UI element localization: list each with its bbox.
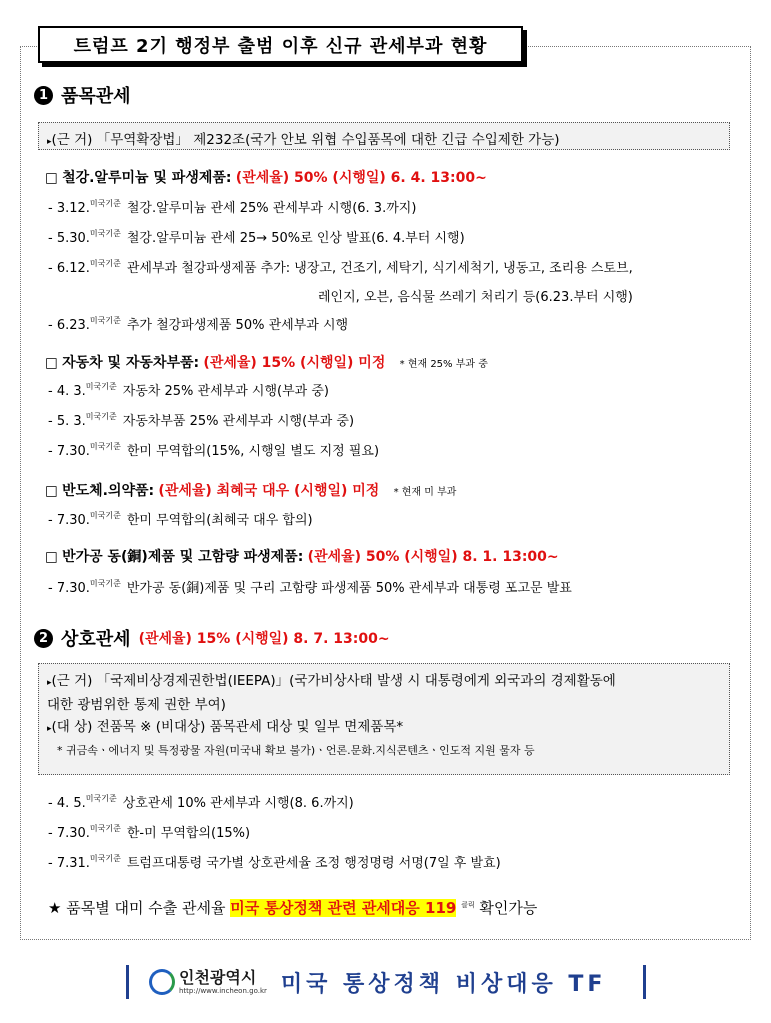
incheon-logo bbox=[149, 969, 267, 995]
list-item: - 7.30.$^{미국기준}$ 한미 무역합의(최혜국 대우 합의) bbox=[48, 511, 313, 528]
footer bbox=[126, 964, 646, 1000]
category-note: * 현재 25% 부과 중 bbox=[399, 359, 488, 370]
number-2-icon: 2 bbox=[34, 629, 53, 648]
section2-rate: (관세율) 15% (시행일) 8. 7. 13:00~ bbox=[138, 631, 390, 647]
section1-heading bbox=[34, 82, 131, 108]
page-title: 트럼프 2기 행정부 출범 이후 신규 관세부과 현황 bbox=[38, 26, 523, 63]
section2-basis-box bbox=[38, 663, 730, 775]
category-copper bbox=[45, 546, 559, 566]
section1-basis: (근 거) 「무역확장법」 제232조(국가 안보 위협 수입품목에 대한 긴급 수입제한 가능) bbox=[51, 132, 560, 148]
list-item: - 6.23.$^{미국기준}$ 추가 철강파생제품 50% 관세부과 시행 bbox=[48, 316, 349, 333]
category-semiconductor bbox=[45, 480, 456, 500]
section2-basis-cont: 대한 광범위한 통제 권한 부여) bbox=[47, 697, 226, 713]
category-name: 철강.알루미늄 및 파생제품: bbox=[62, 170, 232, 186]
category-auto bbox=[45, 352, 488, 372]
list-item: - 3.12.$^{미국기준}$ 철강.알루미늄 관세 25% 관세부과 시행(6. 3.까지) bbox=[48, 199, 417, 216]
triangle-bullet-icon: ▸ bbox=[47, 137, 52, 147]
section2-heading bbox=[34, 625, 390, 651]
list-item: - 5. 3.$^{미국기준}$ 자동차부품 25% 관세부과 시행(부과 중) bbox=[48, 412, 355, 429]
closing-suffix: 확인가능 bbox=[479, 899, 538, 917]
category-rate: (관세율) 15% (시행일) 미정 bbox=[203, 355, 386, 371]
click-note: 클릭 bbox=[461, 901, 475, 909]
category-name: 반가공 동(銅)제품 및 고함량 파생제품: bbox=[62, 549, 304, 565]
tf-name: 미국 통상정책 비상대응 TF bbox=[280, 971, 607, 997]
checkbox-icon: □ bbox=[45, 549, 58, 565]
star-icon: ★ bbox=[48, 899, 62, 917]
triangle-bullet-icon: ▸ bbox=[47, 678, 52, 688]
number-1-icon: 1 bbox=[34, 86, 53, 105]
category-rate: (관세율) 50% (시행일) 6. 4. 13:00~ bbox=[235, 170, 487, 186]
section2-target: (대 상) 전품목 ※ (비대상) 품목관세 대상 및 일부 면제품목* bbox=[51, 719, 404, 735]
footer-left-bar bbox=[126, 965, 129, 999]
closing-prefix: 품목별 대미 수출 관세율 bbox=[66, 899, 226, 917]
category-rate: (관세율) 최혜국 대우 (시행일) 미정 bbox=[158, 483, 380, 499]
footer-right-bar bbox=[643, 965, 646, 999]
section1-title: 품목관세 bbox=[61, 86, 131, 107]
list-item: - 6.12.$^{미국기준}$ 관세부과 철강파생제품 추가: 냉장고, 건조기, 세탁기, 식기세척기, 냉동고, 조리용 스토브, bbox=[48, 259, 633, 276]
checkbox-icon: □ bbox=[45, 355, 58, 371]
list-item: - 7.30.$^{미국기준}$ 한-미 무역합의(15%) bbox=[48, 824, 251, 841]
checkbox-icon: □ bbox=[45, 170, 58, 186]
list-item: - 7.30.$^{미국기준}$ 반가공 동(銅)제품 및 구리 고함량 파생제품 50% 관세부과 대통령 포고문 발표 bbox=[48, 579, 572, 596]
list-item: - 4. 3.$^{미국기준}$ 자동차 25% 관세부과 시행(부과 중) bbox=[48, 382, 329, 399]
section1-basis-box bbox=[38, 122, 730, 150]
list-item: - 7.30.$^{미국기준}$ 한미 무역합의(15%, 시행일 별도 지정 필요) bbox=[48, 442, 380, 459]
tariff-119-link[interactable]: 미국 통상정책 관련 관세대응 119 bbox=[230, 899, 457, 917]
triangle-bullet-icon: ▸ bbox=[47, 724, 52, 734]
org-name: 인천광역시 bbox=[179, 968, 257, 987]
category-note: * 현재 미 부과 bbox=[393, 487, 457, 498]
list-item-continued: 레인지, 오븐, 음식물 쓰레기 처리기 등(6.23.부터 시행) bbox=[318, 290, 633, 305]
list-item: - 7.31.$^{미국기준}$ 트럼프대통령 국가별 상호관세율 조정 행정명령 서명(7일 후 발효) bbox=[48, 854, 501, 871]
category-name: 자동차 및 자동차부품: bbox=[62, 355, 200, 371]
section2-title: 상호관세 bbox=[61, 629, 131, 650]
incheon-emblem-icon bbox=[149, 969, 175, 995]
org-url: http://www.incheon.go.kr bbox=[179, 987, 267, 995]
list-item: - 5.30.$^{미국기준}$ 철강.알루미늄 관세 25→ 50%로 인상 발표(6. 4.부터 시행) bbox=[48, 229, 465, 246]
closing-line bbox=[48, 897, 537, 918]
section2-exempt: * 귀금속ㆍ에너지 및 특정광물 자원(미국내 확보 불가)ㆍ언론.문화.지식콘텐츠ㆍ인도적 지원 물자 등 bbox=[57, 744, 535, 757]
category-steel bbox=[45, 167, 487, 187]
category-name: 반도체.의약품: bbox=[62, 483, 155, 499]
checkbox-icon: □ bbox=[45, 483, 58, 499]
section2-basis: (근 거) 「국제비상경제권한법(IEEPA)」(국가비상사태 발생 시 대통령에게 외국과의 경제활동에 bbox=[51, 673, 616, 689]
list-item: - 4. 5.$^{미국기준}$ 상호관세 10% 관세부과 시행(8. 6.까지) bbox=[48, 794, 354, 811]
category-rate: (관세율) 50% (시행일) 8. 1. 13:00~ bbox=[307, 549, 559, 565]
